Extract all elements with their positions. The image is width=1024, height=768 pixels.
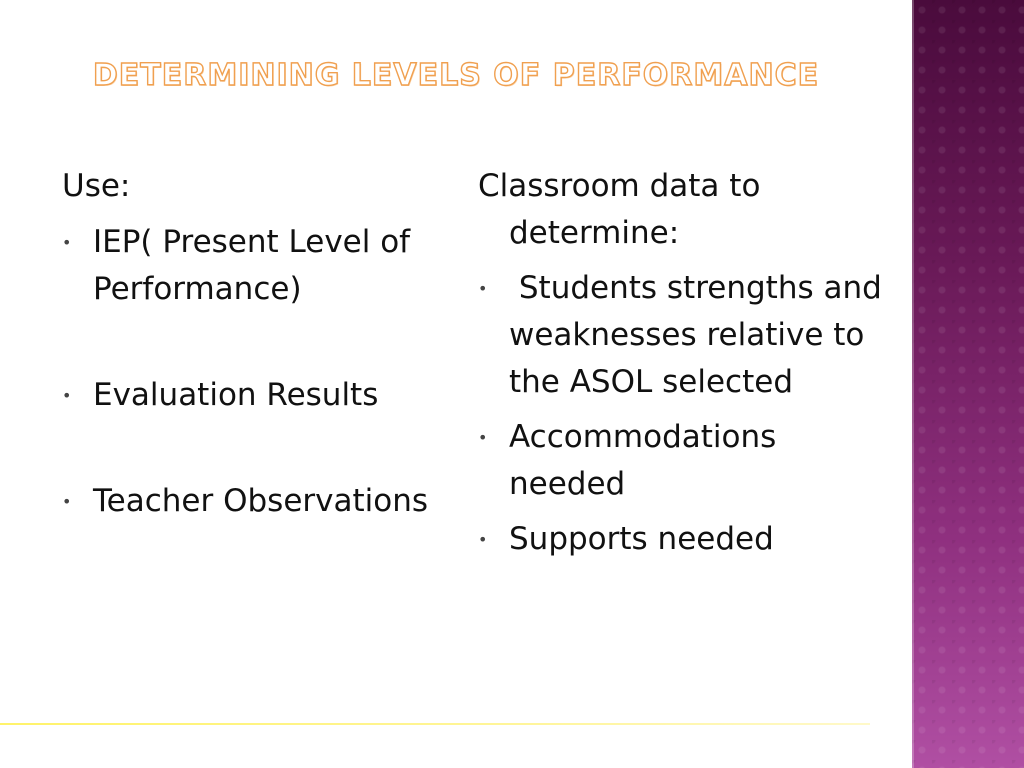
left-column bbox=[62, 163, 442, 525]
list-item-text: IEP( Present Level of Performance) bbox=[93, 224, 411, 307]
decorative-sidebar bbox=[912, 0, 1024, 768]
bullet-icon: • bbox=[478, 428, 488, 447]
bullet-icon: • bbox=[62, 386, 72, 405]
list-item-text: Accommodations needed bbox=[509, 419, 777, 502]
bullet-icon: • bbox=[478, 279, 488, 298]
right-column-heading: Classroom data to determine: bbox=[478, 168, 761, 251]
bullet-icon: • bbox=[62, 492, 72, 511]
slide-title: DETERMINING LEVELS OF PERFORMANCE bbox=[92, 58, 820, 93]
list-item-text: Teacher Observations bbox=[93, 483, 429, 519]
right-column bbox=[478, 163, 898, 563]
list-item-text: Evaluation Results bbox=[93, 377, 379, 413]
footer-divider bbox=[0, 723, 870, 725]
bullet-icon: • bbox=[62, 233, 72, 252]
list-item bbox=[62, 478, 442, 525]
list-item bbox=[62, 372, 442, 419]
list-item bbox=[62, 219, 442, 313]
left-bullet-list bbox=[62, 219, 442, 525]
list-item bbox=[478, 414, 898, 508]
list-item bbox=[478, 516, 898, 563]
left-column-heading: Use: bbox=[62, 168, 131, 204]
list-item bbox=[478, 265, 898, 406]
right-bullet-list bbox=[478, 265, 898, 563]
list-item-text: Students strengths and weaknesses relative to the ASOL selected bbox=[509, 270, 892, 400]
bullet-icon: • bbox=[478, 530, 488, 549]
list-item-text: Supports needed bbox=[509, 521, 774, 557]
sidebar-edge bbox=[912, 0, 914, 768]
sidebar-pattern bbox=[912, 0, 1024, 768]
